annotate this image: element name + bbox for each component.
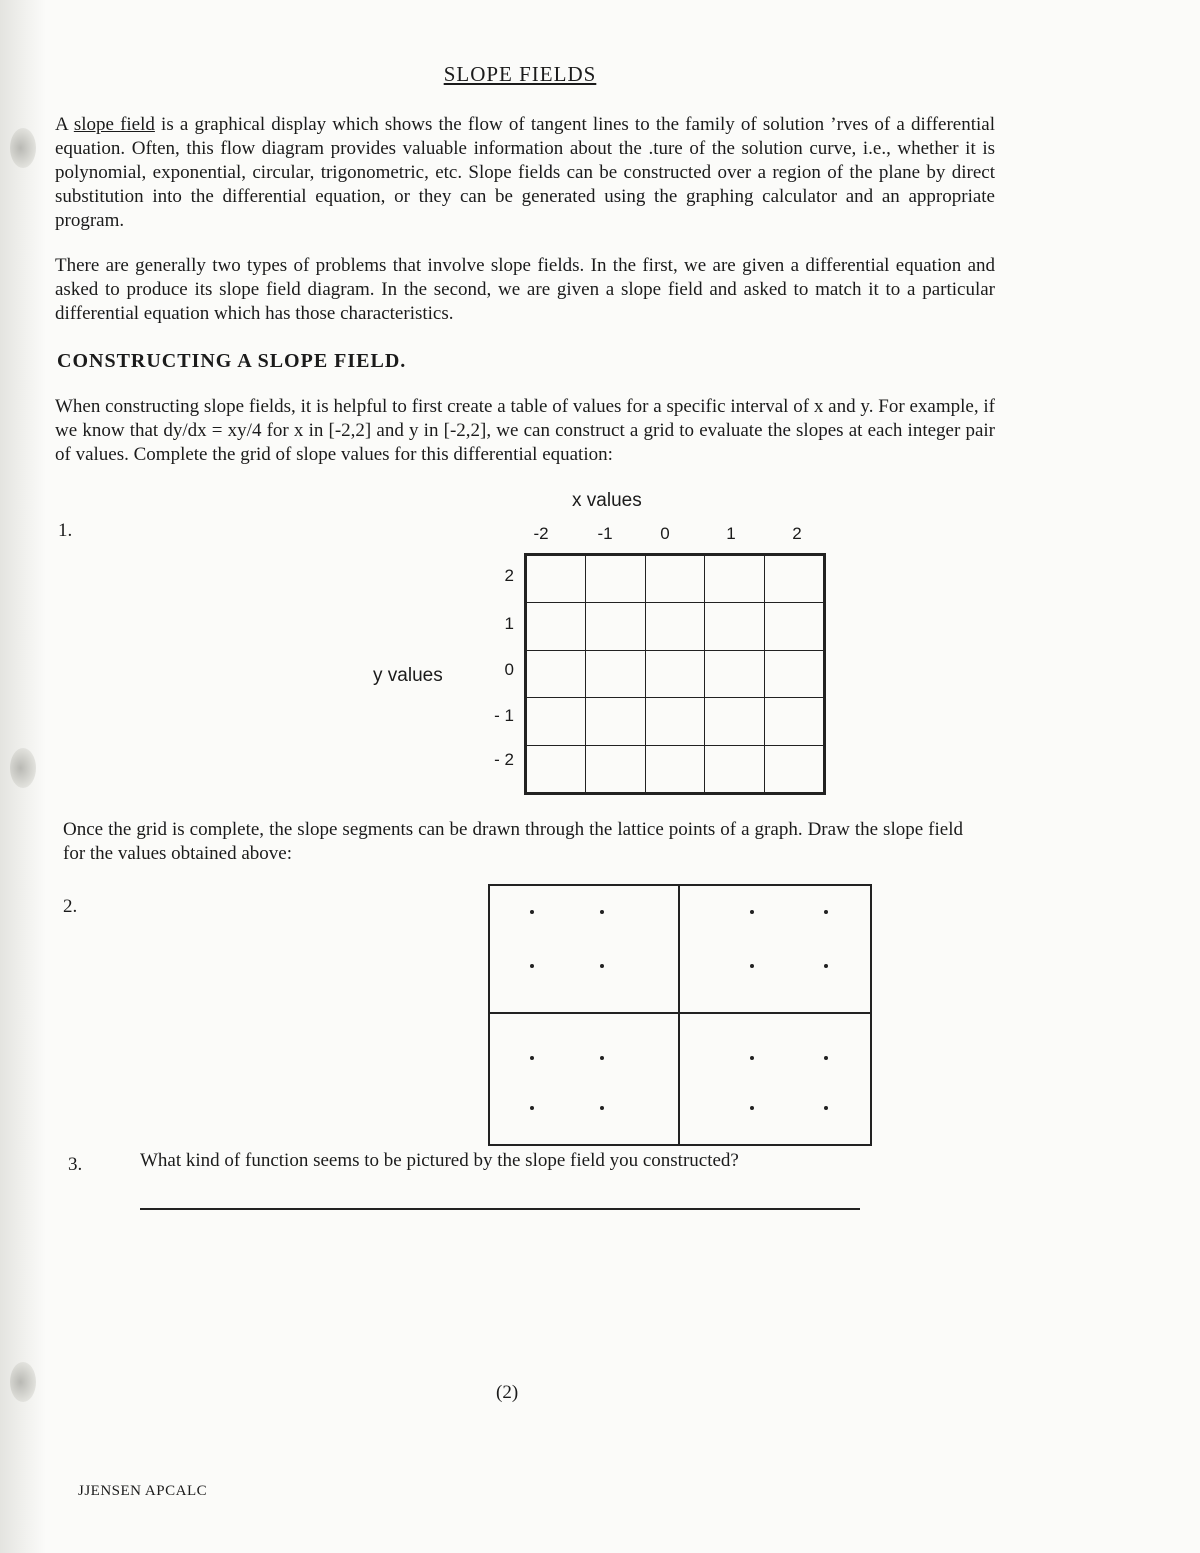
- x-tick: 1: [726, 524, 736, 543]
- lattice-point: [530, 964, 534, 968]
- lattice-point: [824, 964, 828, 968]
- grid-cell[interactable]: [705, 650, 764, 697]
- x-axis-line: [490, 1012, 870, 1014]
- slope-field-term: slope field: [73, 114, 155, 135]
- y-tick: 0: [504, 660, 514, 679]
- slope-field-graph[interactable]: [488, 884, 872, 1146]
- grid-cell[interactable]: [764, 556, 823, 603]
- grid-cell[interactable]: [705, 603, 764, 650]
- scan-edge-shadow: [0, 0, 46, 1553]
- grid-cell[interactable]: [764, 650, 823, 697]
- grid-cell[interactable]: [527, 745, 586, 792]
- punch-hole: [10, 748, 36, 788]
- grid-cell[interactable]: [645, 650, 704, 697]
- lattice-point: [530, 910, 534, 914]
- x-axis-label: x values: [572, 490, 642, 511]
- grid-cell[interactable]: [764, 698, 823, 745]
- grid-row: [527, 745, 824, 792]
- grid-cell[interactable]: [764, 603, 823, 650]
- lattice-point: [750, 964, 754, 968]
- problem-3-question: What kind of function seems to be pictured by the slope field you constructed?: [140, 1150, 739, 1171]
- lattice-point: [824, 1056, 828, 1060]
- lattice-point: [600, 910, 604, 914]
- page-title: SLOPE FIELDS: [443, 62, 597, 86]
- grid-cell[interactable]: [705, 698, 764, 745]
- grid-row: [527, 650, 824, 697]
- grid-cell[interactable]: [586, 603, 645, 650]
- grid-cell[interactable]: [586, 650, 645, 697]
- lattice-point: [530, 1106, 534, 1110]
- x-tick: -2: [533, 524, 549, 543]
- y-tick: 2: [504, 566, 514, 585]
- footer-author: JJENSEN APCALC: [78, 1483, 208, 1499]
- grid-cell[interactable]: [764, 745, 823, 792]
- punch-hole: [10, 1362, 36, 1402]
- problem-2-number: 2.: [63, 896, 78, 917]
- problem-1-number: 1.: [58, 520, 73, 541]
- section-heading: CONSTRUCTING A SLOPE FIELD.: [57, 350, 407, 372]
- grid-cell[interactable]: [527, 556, 586, 603]
- lattice-point: [824, 910, 828, 914]
- x-tick: 2: [792, 524, 802, 543]
- lattice-point: [750, 910, 754, 914]
- slope-value-grid: [524, 553, 826, 795]
- y-tick: 1: [504, 614, 514, 633]
- lattice-point: [750, 1056, 754, 1060]
- grid-cell[interactable]: [645, 556, 704, 603]
- grid-cell[interactable]: [586, 556, 645, 603]
- y-axis-label: y values: [373, 665, 443, 686]
- answer-line[interactable]: [140, 1208, 860, 1210]
- grid-cell[interactable]: [645, 745, 704, 792]
- grid-row: [527, 698, 824, 745]
- graph-instruction: Once the grid is complete, the slope segments can be drawn through the lattice points of a graph. Draw the slope field for the values obtained above:: [63, 819, 963, 864]
- grid-cell[interactable]: [645, 698, 704, 745]
- constructing-paragraph: When constructing slope fields, it is helpful to first create a table of values for a specific interval of x and y. For example, if we know that dy/dx = xy/4 for x in [-2,2] and y in [-2,2], we can construct a grid to evaluate the slopes at each integer pair of values. Complete the grid of slope values for this differential equation:: [55, 396, 995, 465]
- lattice-point: [600, 964, 604, 968]
- x-tick: 0: [660, 524, 670, 543]
- grid-cell[interactable]: [527, 603, 586, 650]
- grid-cell[interactable]: [527, 650, 586, 697]
- x-tick: -1: [597, 524, 613, 543]
- y-tick: - 1: [494, 706, 514, 725]
- lattice-point: [824, 1106, 828, 1110]
- grid-cell[interactable]: [705, 745, 764, 792]
- grid-cell[interactable]: [705, 556, 764, 603]
- y-axis-line: [678, 886, 680, 1144]
- types-paragraph: There are generally two types of problems that involve slope fields. In the first, we are given a differential equation and asked to produce its slope field diagram. In the second, we are given a slope field and asked to match it to a particular differential equation which has those characteristics.: [55, 255, 995, 324]
- lattice-point: [600, 1056, 604, 1060]
- y-tick: - 2: [494, 750, 514, 769]
- grid-cell[interactable]: [527, 698, 586, 745]
- lattice-point: [750, 1106, 754, 1110]
- page-number: (2): [496, 1382, 519, 1403]
- intro-paragraph: A slope field is a graphical display which shows the flow of tangent lines to the family of solution ’rves of a differential equation. Often, this flow diagram provides valuable information about the .ture of the solution curve, i.e., whether it is polynomial, exponential, circular, trigonometric, etc. Slope fields can be constructed over a region of the plane by direct substitution into the differential equation, or they can be generated using the graphing calculator and an appropriate program.: [55, 114, 995, 231]
- grid-cell[interactable]: [645, 603, 704, 650]
- slope-value-table: [526, 555, 824, 793]
- grid-cell[interactable]: [586, 698, 645, 745]
- lattice-point: [530, 1056, 534, 1060]
- grid-row: [527, 603, 824, 650]
- grid-row: [527, 556, 824, 603]
- lattice-point: [600, 1106, 604, 1110]
- problem-3-number: 3.: [68, 1154, 83, 1175]
- punch-hole: [10, 128, 36, 168]
- grid-cell[interactable]: [586, 745, 645, 792]
